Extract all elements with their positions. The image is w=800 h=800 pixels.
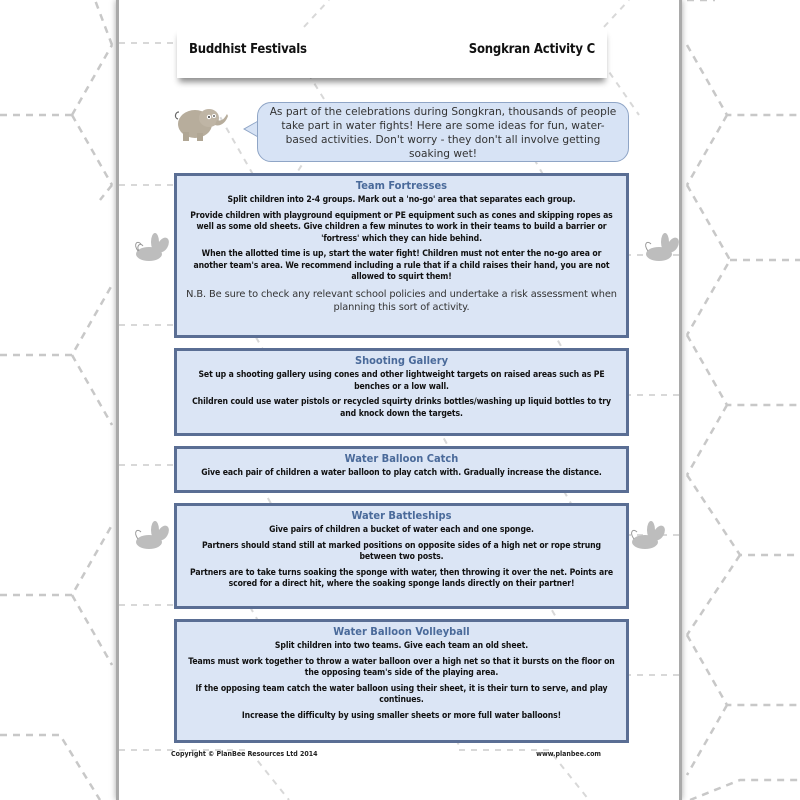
bee-icon	[129, 232, 171, 266]
header-subject-title: Buddhist Festivals	[189, 42, 307, 57]
activity-title: Water Balloon Catch	[344, 452, 459, 465]
safety-note: N.B. Be sure to check any relevant school policies and undertake a risk assessment when planning this sort of activity.	[186, 288, 617, 313]
activity-paragraph: Provide children with playground equipment or PE equipment such as cones and skipping ropes as well as some old sheets. Give children a few minutes to work in their teams to build a barrier or 'fortress' which they can hide behind.	[190, 210, 613, 244]
worksheet-page	[116, 0, 682, 800]
activity-title: Team Fortresses	[355, 179, 448, 192]
activity-paragraph: If the opposing team catch the water balloon using their sheet, it is their turn to serve, and play continues.	[195, 683, 608, 705]
worksheet-header	[177, 28, 607, 78]
elephant-icon	[173, 100, 229, 144]
activity-paragraph: Give pairs of children a bucket of water each and one sponge.	[269, 525, 534, 535]
activity-title: Shooting Gallery	[354, 354, 449, 367]
activity-paragraph: Children could use water pistols or recycled squirty drinks bottles/washing up liquid bottles to try and knock down the targets.	[192, 397, 611, 419]
activity-title: Water Battleships	[351, 509, 452, 522]
intro-text: As part of the celebrations during Songkran, thousands of people take part in water fights! Here are some ideas for fun, water-based activities. Don't worry - they don't all involve getting soaking wet!	[269, 106, 617, 160]
activity-card-water-balloon-volleyball	[174, 619, 629, 743]
activity-card-team-fortresses	[174, 173, 629, 338]
activity-paragraph: Split children into two teams. Give each team an old sheet.	[274, 641, 529, 651]
activity-paragraph: Give each pair of children a water balloon to play catch with. Gradually increase the distance.	[201, 468, 602, 478]
activity-paragraph: Partners are to take turns soaking the sponge with water, then throwing it over the net. Points are scored for a direct hit, where the soaking sponge lands directly on their partner!	[190, 567, 613, 589]
activity-card-shooting-gallery	[174, 348, 629, 436]
footer-website: www.planbee.com	[536, 750, 601, 758]
activity-paragraph: Partners should stand still at marked positions on opposite sides of a high net or rope strung between two posts.	[202, 540, 601, 562]
activity-paragraph: Teams must work together to throw a water balloon over a high net so that it bursts on the floor on the opposing team's side of the playing area.	[188, 656, 615, 678]
footer-copyright: Copyright © PlanBee Resources Ltd 2014	[171, 750, 318, 758]
activity-paragraph: Increase the difficulty by using smaller sheets or more full water balloons!	[241, 710, 562, 721]
activity-card-water-balloon-catch	[174, 446, 629, 493]
intro-speech-bubble	[257, 102, 629, 162]
bee-icon	[625, 520, 667, 554]
activity-paragraph: When the allotted time is up, start the water fight! Children must not enter the no-go area or another team's area. We recommend including a rule that if a child raises their hand, you are not allowed to squirt them!	[193, 249, 610, 282]
activity-paragraph: Set up a shooting gallery using cones and other lightweight targets on raised areas such as PE benches or a low wall.	[198, 370, 605, 392]
activity-card-water-battleships	[174, 503, 629, 609]
bee-icon	[129, 520, 171, 554]
header-activity-title: Songkran Activity C	[468, 42, 595, 57]
activity-title: Water Balloon Volleyball	[333, 625, 470, 638]
activity-paragraph: Split children into 2-4 groups. Mark out a 'no-go' area that separates each group.	[227, 195, 576, 205]
bee-icon	[639, 232, 681, 266]
